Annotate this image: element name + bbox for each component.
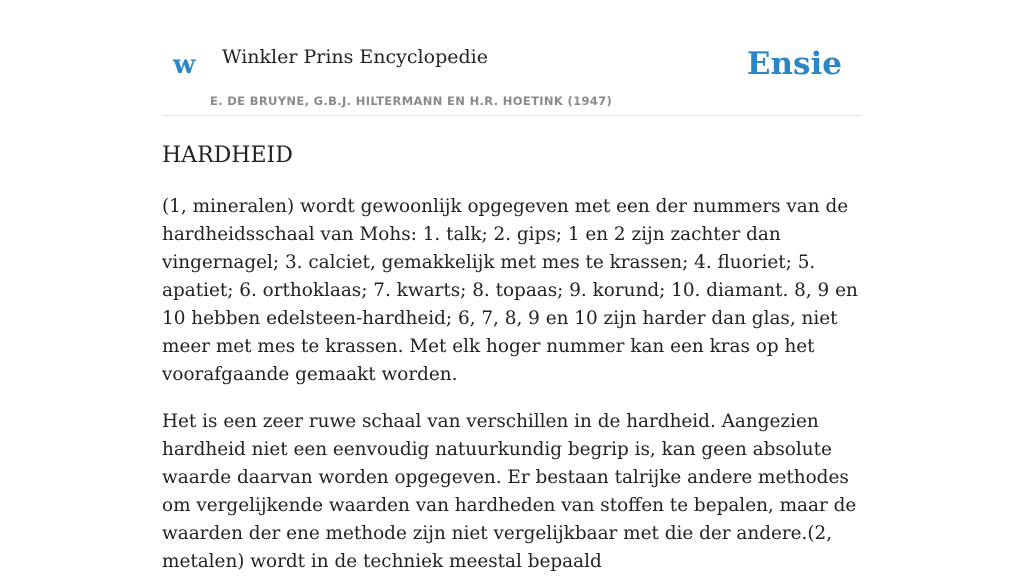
ensie-logo[interactable]: Ensie [746,46,842,82]
article-paragraph: Het is een zeer ruwe schaal van verschillen in de hardheid. Aangezien hardheid niet een eenvoudig natuurkundig begrip is, kan geen absolute waarde daarvan worden opgegeven. Er bestaan talrijke andere methodes om vergelijkende waarden van hardheden van stoffen te bepalen, maar de waarden der ene methode zijn niet vergelijkbaar met die der andere.(2, metalen) wordt in de techniek meestal bepaald [162,411,857,572]
winkler-prins-logo[interactable]: w [173,50,196,80]
article-title: HARDHEID [162,143,293,168]
publication-title[interactable]: Winkler Prins Encyclopedie [222,46,488,68]
page-header [162,0,862,116]
article-body [162,193,862,576]
article-paragraph: (1, mineralen) wordt gewoonlijk opgegeven met een der nummers van de hardheidsschaal van Mohs: 1. talk; 2. gips; 1 en 2 zijn zachter dan vingernagel; 3. calciet, gemakkelijk met mes te krassen; 4. fluoriet; 5. apatiet; 6. orthoklaas; 7. kwarts; 8. topaas; 9. korund; 10. diamant. 8, 9 en 10 hebben edelsteen-hardheid; 6, 7, 8, 9 en 10 zijn harder dan glas, niet meer met mes te krassen. Met elk hoger nummer kan een kras op het voorafgaande gemaakt worden. [162,196,858,385]
authors-line: E. DE BRUYNE, G.B.J. HILTERMANN EN H.R. HOETINK (1947) [210,94,613,108]
article-page [162,0,862,576]
